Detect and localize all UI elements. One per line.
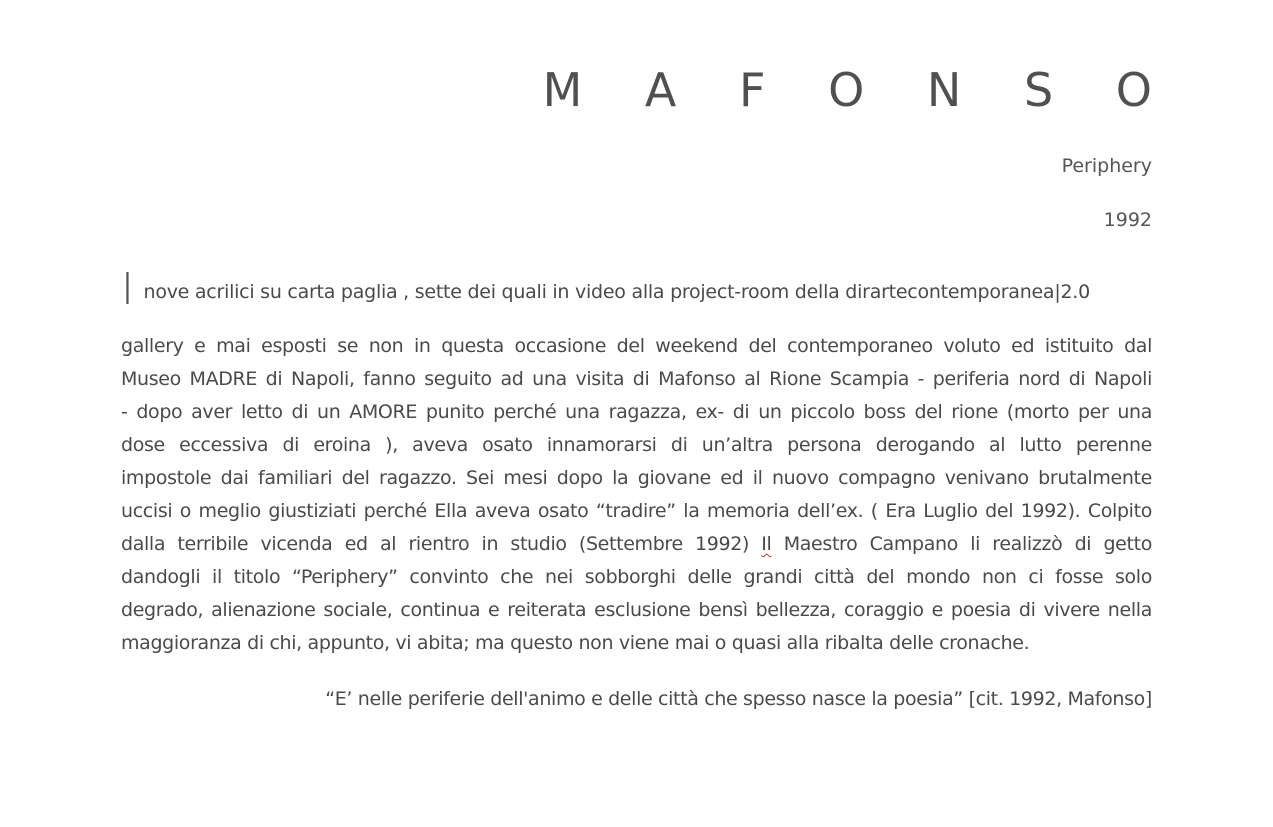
document-page [121,0,1176,827]
paragraph-line: Museo MADRE di Napoli, fanno seguito ad una visita di Mafonso al Rione Scampia - periferia nord di Napoli [121,368,1152,390]
paragraph-line [121,528,1152,561]
artwork-title: Periphery [1061,155,1152,177]
dropcap-letter: I [121,264,134,315]
artwork-year: 1992 [1103,209,1152,231]
paragraph-line: dandogli il titolo “Periphery” convinto che nei sobborghi delle grandi città del mondo non ci fosse solo [121,566,1152,588]
first-line-text: nove acrilici su carta paglia , sette dei quali in video alla project-room della dirartecontemporanea|2.0 [137,281,1090,303]
line-text-pre: dalla terribile vicenda ed al rientro in studio (Settembre 1992) [121,533,762,555]
paragraph-line: dose eccessiva di eroina ), aveva osato innamorarsi di un’altra persona derogando al lutto perenne [121,434,1152,456]
paragraph-last-line: maggioranza di chi, appunto, vi abita; ma questo non viene mai o quasi alla ribalta delle cronache. [121,632,1030,654]
paragraph-line: - dopo aver letto di un AMORE punito perché una ragazza, ex- di un piccolo boss del rione (morto per una [121,401,1152,423]
paragraph-line: uccisi o meglio giustiziati perché Ella aveva osato “tradire” la memoria dell’ex. ( Era Luglio del 1992). Colpito [121,500,1152,522]
closing-quote: “E’ nelle periferie dell'animo e delle città che spesso nasce la poesia” [cit. 1992, Mafonso] [325,688,1152,710]
page-title: M A F O N S O [542,63,1176,117]
body-paragraph [121,330,1152,660]
body-first-line [121,264,1152,316]
spellcheck-flagged-word[interactable]: Il [761,533,772,555]
paragraph-line: impostole dai familiari del ragazzo. Sei mesi dopo la giovane ed il nuovo compagno venivano brutalmente [121,467,1152,489]
paragraph-line: degrado, alienazione sociale, continua e reiterata esclusione bensì bellezza, coraggio e poesia di vivere nella [121,599,1152,621]
line-text-post: Maestro Campano li realizzò di getto [771,533,1152,555]
paragraph-line: gallery e mai esposti se non in questa occasione del weekend del contemporaneo voluto ed istituito dal [121,335,1152,357]
